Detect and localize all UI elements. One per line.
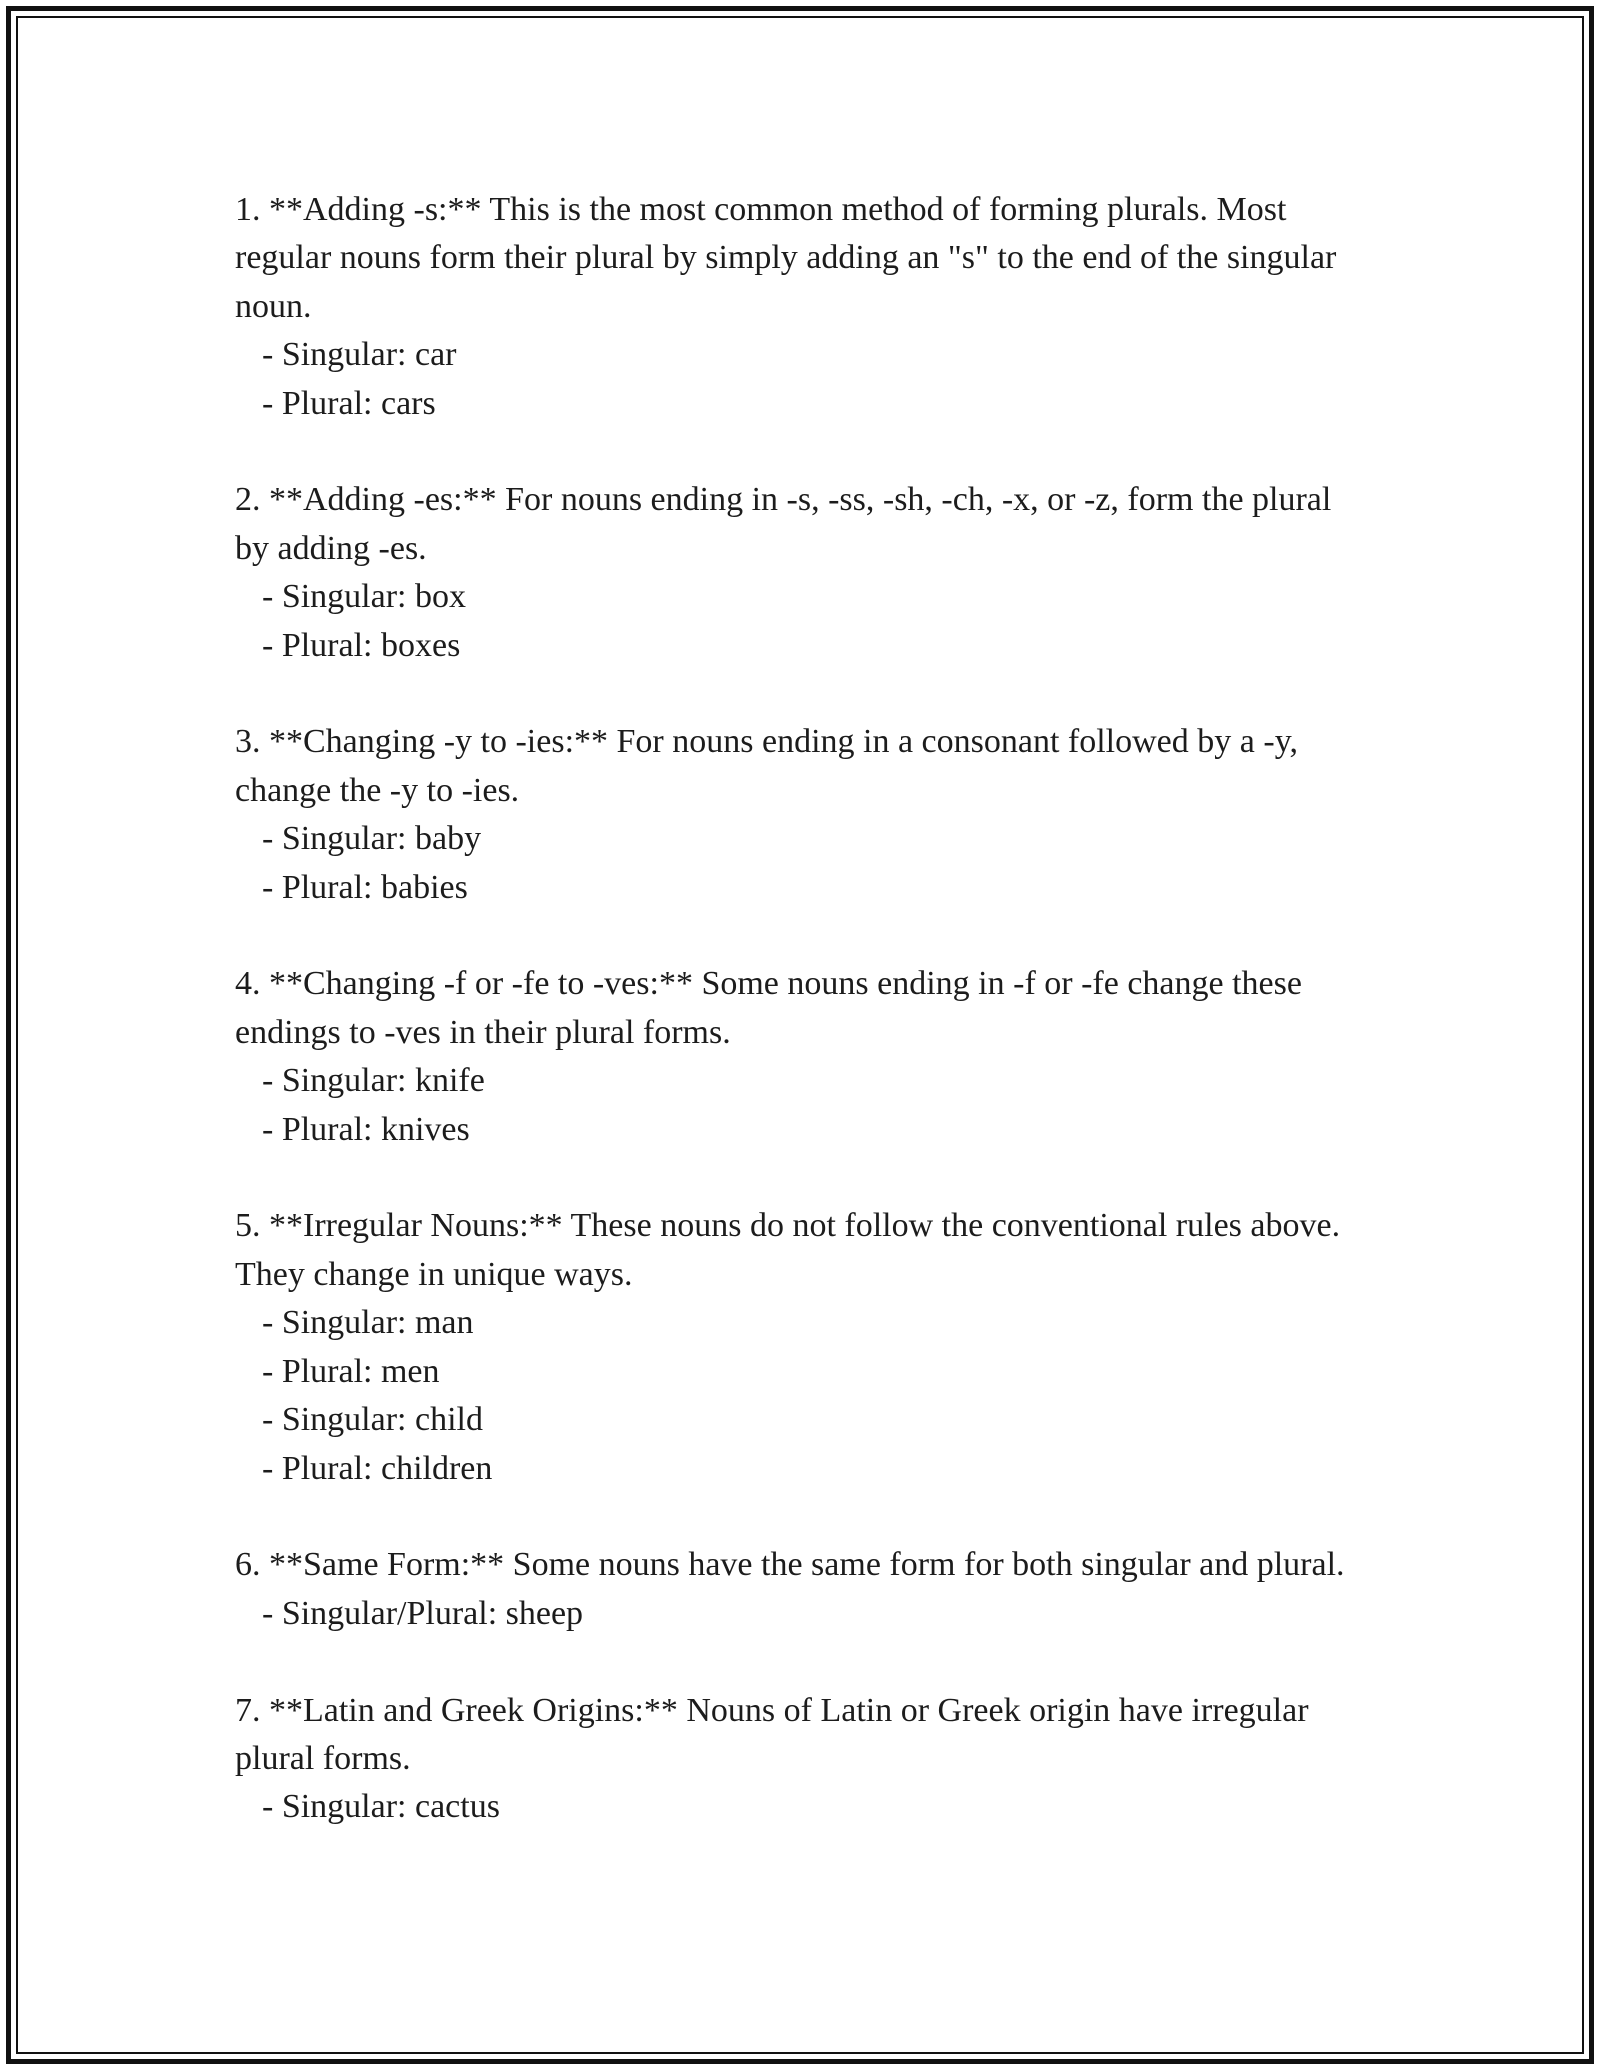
rule-heading: 2. **Adding -es:** For nouns ending in -s, -ss, -sh, -ch, -x, or -z, form the plural by adding -es. xyxy=(235,481,1332,567)
rule-heading: 7. **Latin and Greek Origins:** Nouns of Latin or Greek origin have irregular plural forms. xyxy=(235,1691,1309,1777)
example-list xyxy=(235,815,1365,912)
example-item: - Singular: knife xyxy=(262,1062,485,1100)
example-list xyxy=(235,331,1365,428)
document-body xyxy=(235,186,1365,1880)
example-item: - Singular: box xyxy=(262,578,466,616)
rule-section-2 xyxy=(235,476,1365,670)
example-item: - Singular: car xyxy=(262,336,457,374)
rule-heading: 3. **Changing -y to -ies:** For nouns ending in a consonant followed by a -y, change the -y to -ies. xyxy=(235,723,1298,809)
example-list xyxy=(235,1299,1365,1493)
example-item: - Singular: baby xyxy=(262,820,482,858)
rule-section-4 xyxy=(235,960,1365,1154)
example-item: - Plural: men xyxy=(262,1352,440,1390)
rule-heading: 4. **Changing -f or -fe to -ves:** Some nouns ending in -f or -fe change these endings to -ves in their plural forms. xyxy=(235,965,1302,1051)
example-item: - Singular: man xyxy=(262,1304,474,1342)
example-list xyxy=(235,1783,1365,1831)
rule-section-1 xyxy=(235,186,1365,428)
example-item: - Plural: children xyxy=(262,1449,493,1487)
rule-section-5 xyxy=(235,1202,1365,1492)
example-item: - Plural: babies xyxy=(262,868,468,906)
example-list xyxy=(235,1590,1365,1638)
rule-section-7 xyxy=(235,1687,1365,1832)
rule-heading: 1. **Adding -s:** This is the most common method of forming plurals. Most regular nouns form their plural by simply adding an "s" to the end of the singular noun. xyxy=(235,191,1337,325)
example-item: - Singular: child xyxy=(262,1401,483,1439)
rule-heading: 6. **Same Form:** Some nouns have the same form for both singular and plural. xyxy=(235,1546,1345,1584)
example-item: - Plural: cars xyxy=(262,384,436,422)
example-list xyxy=(235,1057,1365,1154)
rule-section-3 xyxy=(235,718,1365,912)
example-item: - Plural: knives xyxy=(262,1110,470,1148)
example-item: - Plural: boxes xyxy=(262,626,461,664)
example-item: - Singular: cactus xyxy=(262,1788,500,1826)
example-list xyxy=(235,573,1365,670)
rule-heading: 5. **Irregular Nouns:** These nouns do not follow the conventional rules above. They change in unique ways. xyxy=(235,1207,1341,1293)
rule-section-6 xyxy=(235,1541,1365,1638)
example-item: - Singular/Plural: sheep xyxy=(262,1594,584,1632)
